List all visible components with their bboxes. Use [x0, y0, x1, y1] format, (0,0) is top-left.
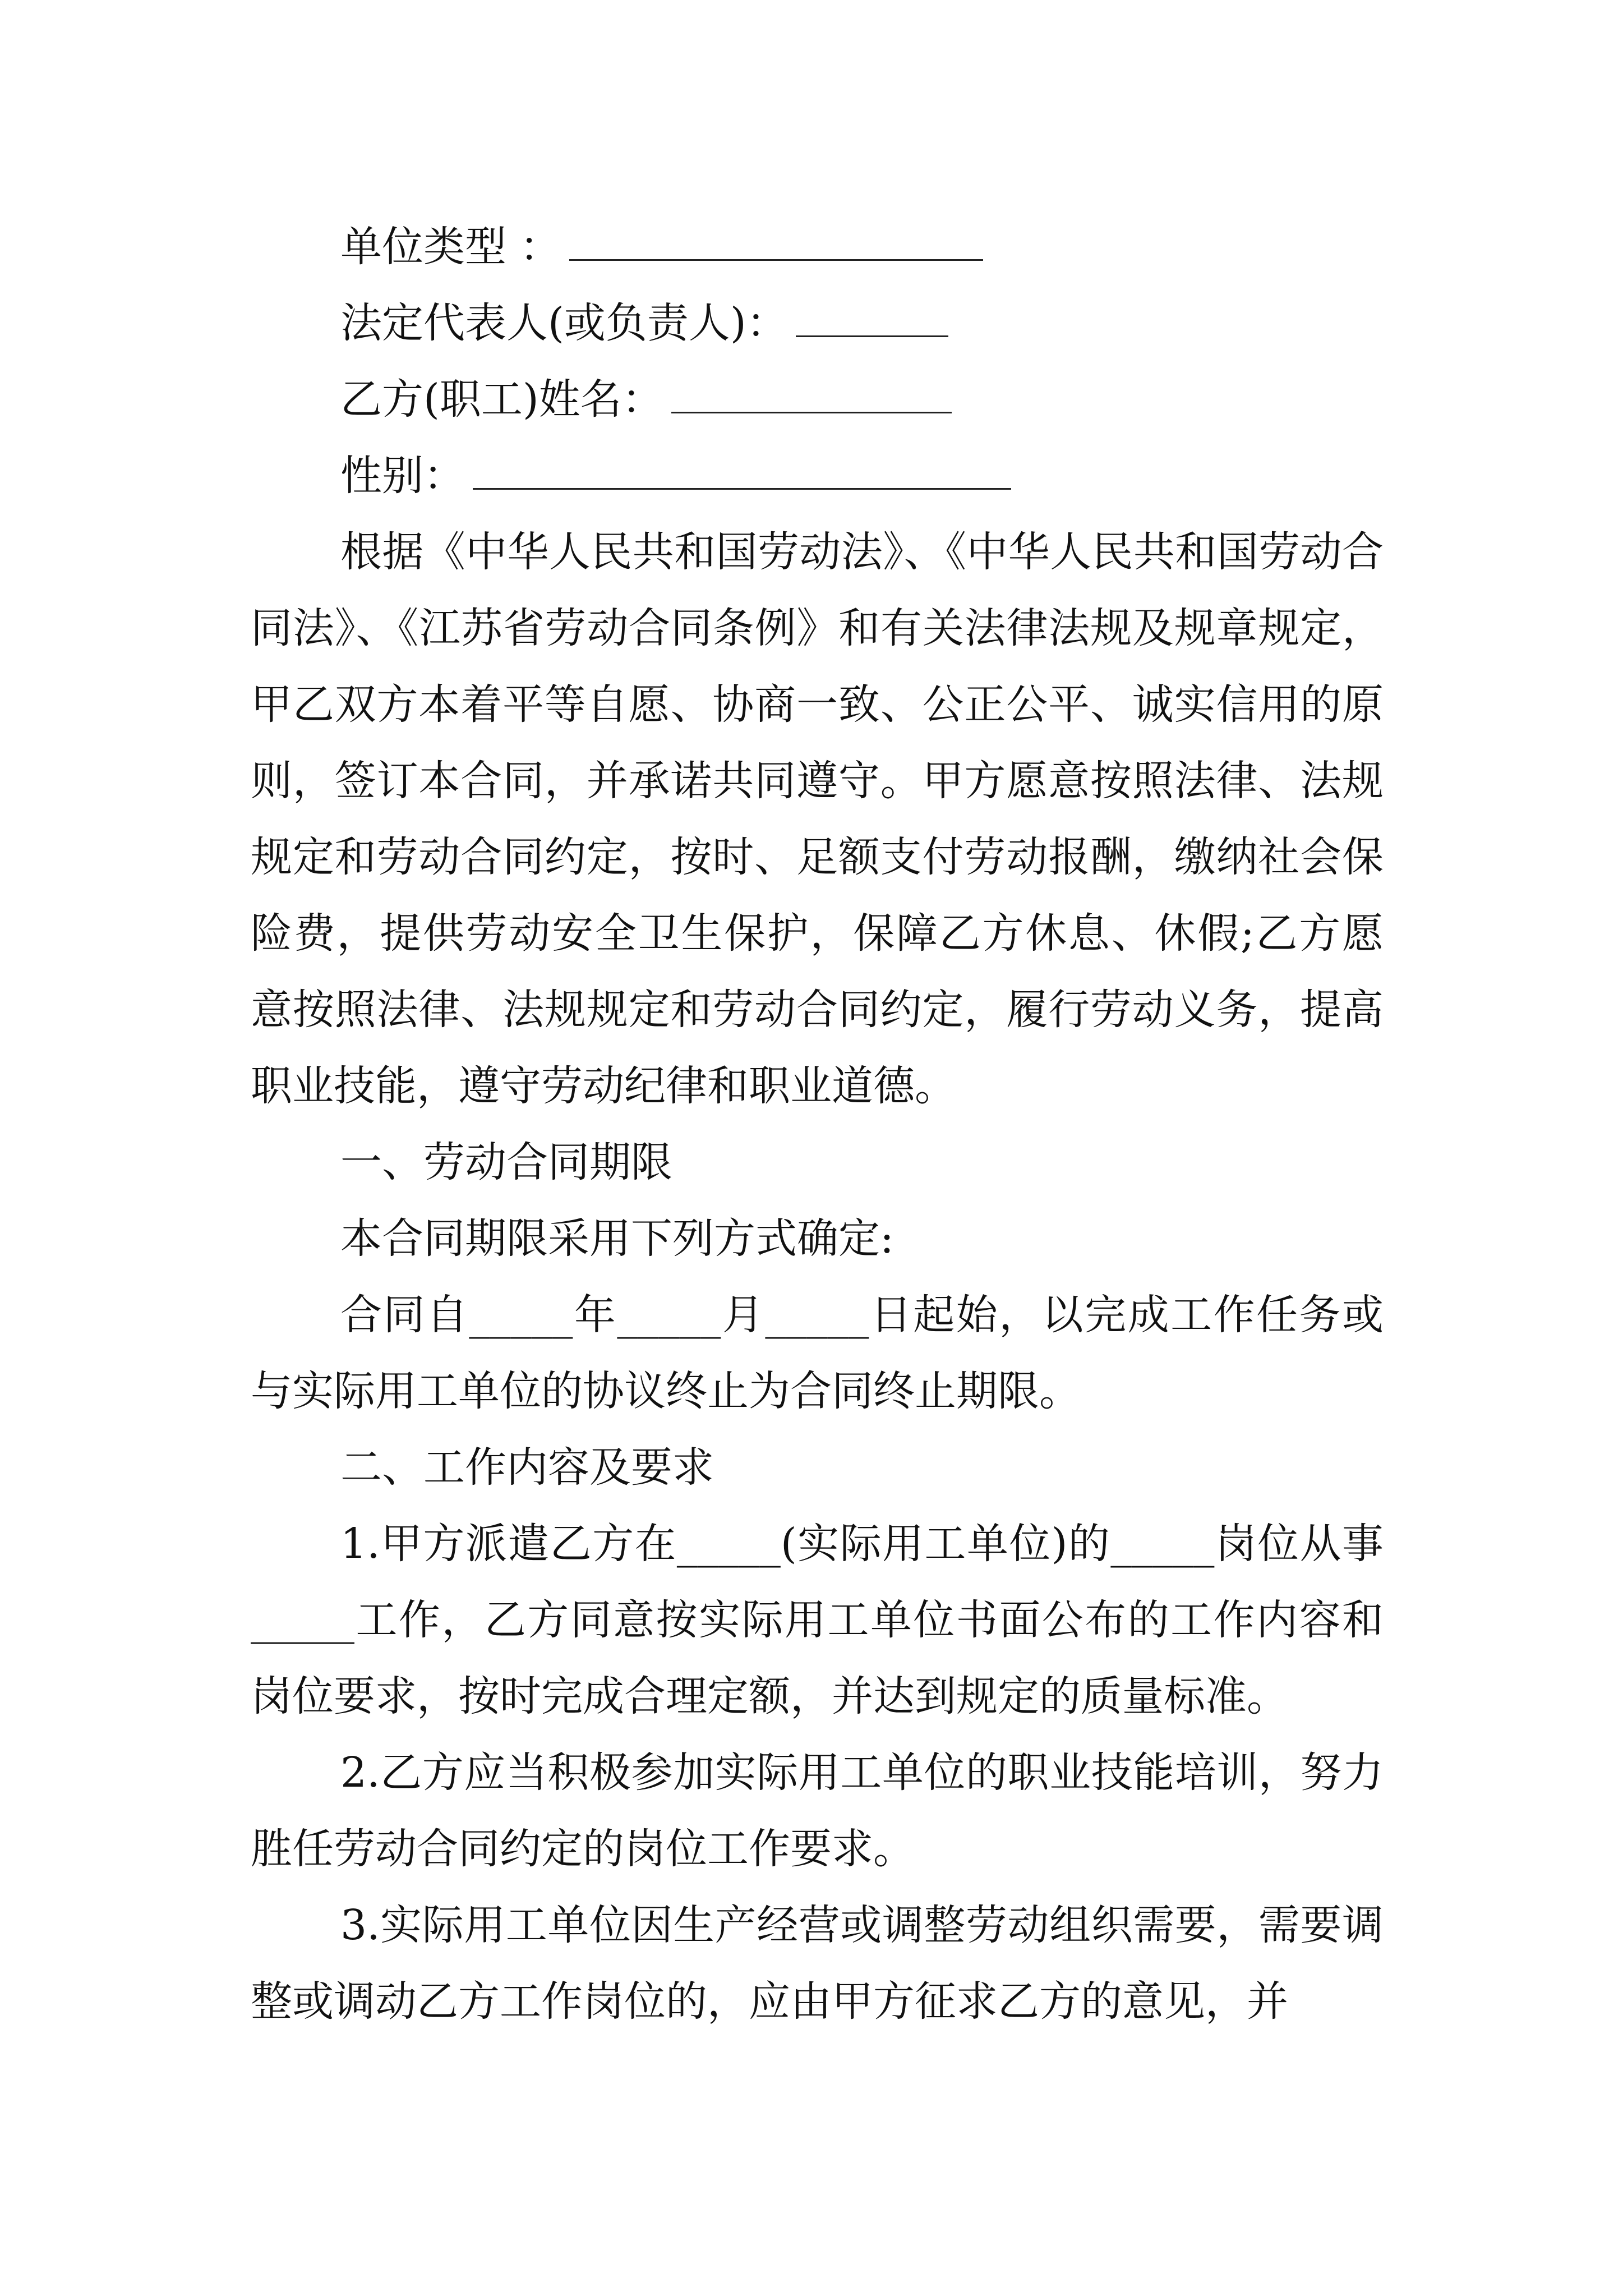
section-2-item-1: 1.甲方派遣乙方在_____(实际用工单位)的_____岗位从事_____工作，乙方同意按实际用工单位书面公布的工作内容和岗位要求，按时完成合理定额，并达到规定的质量标准。 — [251, 1520, 1384, 1720]
section-2-heading: 二、工作内容及要求 — [340, 1443, 714, 1492]
legal-representative-label: 法定代表人(或负责人)： — [340, 299, 788, 347]
section-2-item-3: 3.实际用工单位因生产经营或调整劳动组织需要，需要调整或调动乙方工作岗位的，应由甲方征求乙方的意见，并 — [251, 1901, 1384, 2026]
unit-type-field — [251, 209, 1384, 285]
gender-field — [251, 438, 1384, 514]
section-2-item-2: 2.乙方应当积极参加实际用工单位的职业技能培训，努力胜任劳动合同约定的岗位工作要求。 — [251, 1749, 1384, 1873]
contract-body — [251, 209, 1384, 2040]
unit-type-label: 单位类型 ： — [340, 223, 561, 271]
section-1-heading: 一、劳动合同期限 — [340, 1138, 672, 1186]
gender-label: 性别： — [340, 452, 465, 500]
preamble-paragraph: 根据《中华人民共和国劳动法》、《中华人民共和国劳动合同法》、《江苏省劳动合同条例》和有关法律法规及规章规定，甲乙双方本着平等自愿、协商一致、公正公平、诚实信用的原则，签订本合同，并承诺共同遵守。甲方愿意按照法律、法规规定和劳动合同约定，按时、足额支付劳动报酬，缴纳社会保险费，提供劳动安全卫生保护，保障乙方休息、休假;乙方愿意按照法律、法规规定和劳动合同约定，履行劳动义务，提高职业技能，遵守劳动纪律和职业道德。 — [251, 528, 1384, 1110]
legal-representative-blank[interactable] — [796, 335, 948, 337]
gender-blank[interactable] — [473, 487, 1011, 490]
employee-name-label: 乙方(职工)姓名： — [340, 375, 663, 424]
legal-representative-field — [251, 285, 1384, 361]
section-1-intro: 本合同期限采用下列方式确定: — [340, 1214, 894, 1263]
section-1-term: 合同自_____年_____月_____日起始，以完成工作任务或与实际用工单位的协议终止为合同终止期限。 — [251, 1291, 1384, 1415]
employee-name-blank[interactable] — [671, 411, 952, 413]
unit-type-blank[interactable] — [569, 259, 983, 261]
employee-name-field — [251, 361, 1384, 438]
